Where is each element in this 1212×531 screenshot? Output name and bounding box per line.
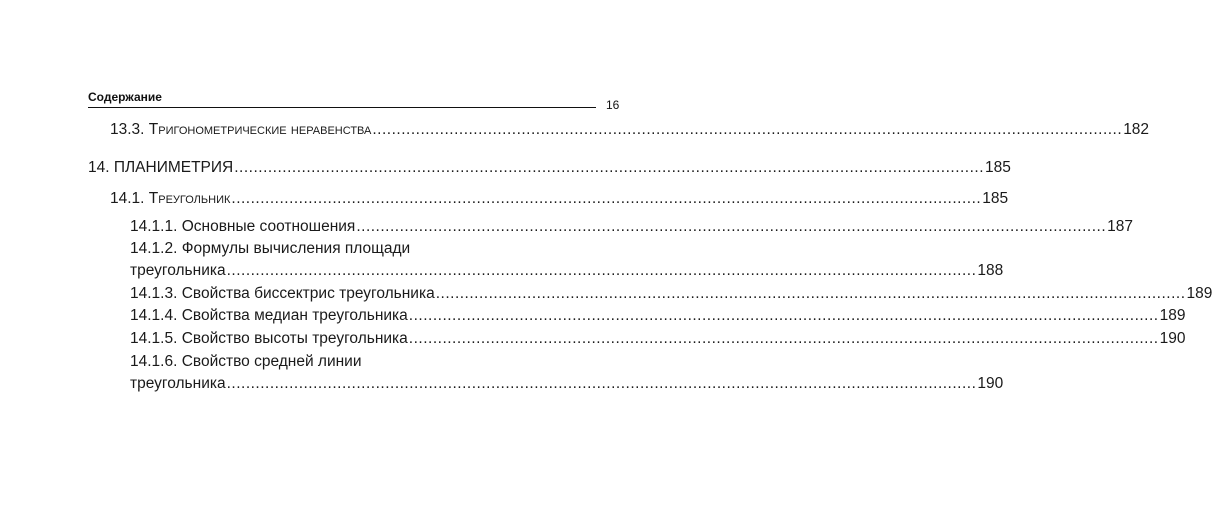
dot-leader: ............................................................................................................................................................ [435,285,1186,302]
toc-entry-14-1-6[interactable] [130,375,1004,393]
toc-entry-14-1-4[interactable] [130,307,1186,325]
dot-leader: ............................................................................................................................................................ [356,218,1107,235]
toc-entry-page: 189 [1159,307,1186,324]
toc-entry-14-1-1[interactable] [130,218,1134,236]
toc-entry-page: 185 [985,159,1011,176]
toc-entry-label: 14. ПЛАНИМЕТРИЯ [88,159,234,176]
running-header-title: Содержание [88,90,162,104]
toc-entry-page: 187 [1107,218,1134,235]
dot-leader: ............................................................................................................................................................ [372,121,1123,138]
toc-entry-13-3[interactable] [110,121,1150,139]
dot-leader: ............................................................................................................................................................ [234,159,985,176]
toc-entry-14-1-6-line1[interactable]: 14.1.6. Свойство средней линии [130,353,362,370]
toc-entry-14[interactable] [88,159,1011,177]
toc-entry-label: 14.1.5. Свойство высоты треугольника [130,330,408,347]
toc-entry-label: треугольника [130,262,226,279]
toc-entry-14-1-2-line1[interactable]: 14.1.2. Формулы вычисления площади [130,240,411,257]
toc-entry-14-1-5[interactable] [130,330,1186,348]
toc-entry-label: 14.1. Треугольник [110,190,231,207]
toc-entry-14-1-2[interactable] [130,262,1004,280]
toc-entry-label: 14.1.1. Основные соотношения [130,218,356,235]
dot-leader: ............................................................................................................................................................ [408,307,1159,324]
toc-entry-page: 190 [977,375,1004,392]
toc-entry-label: 14.1.3. Свойства биссектрис треугольника [130,285,435,302]
toc-entry-label: треугольника [130,375,226,392]
toc-entry-page: 189 [1186,285,1212,302]
toc-entry-14-1-3[interactable] [130,285,1212,303]
toc-entry-page: 182 [1123,121,1150,138]
toc-entry-page: 188 [977,262,1004,279]
toc-entry-14-1[interactable] [110,190,1009,208]
toc-entry-page: 190 [1159,330,1186,347]
dot-leader: ............................................................................................................................................................ [226,262,977,279]
toc-entry-label: 14.1.4. Свойства медиан треугольника [130,307,408,324]
toc-entry-page: 185 [982,190,1009,207]
dot-leader: ............................................................................................................................................................ [231,190,982,207]
page-number: 16 [606,98,620,112]
toc-entry-label: 13.3. Тригонометрические неравенства [110,121,372,138]
dot-leader: ............................................................................................................................................................ [226,375,977,392]
dot-leader: ............................................................................................................................................................ [408,330,1159,347]
